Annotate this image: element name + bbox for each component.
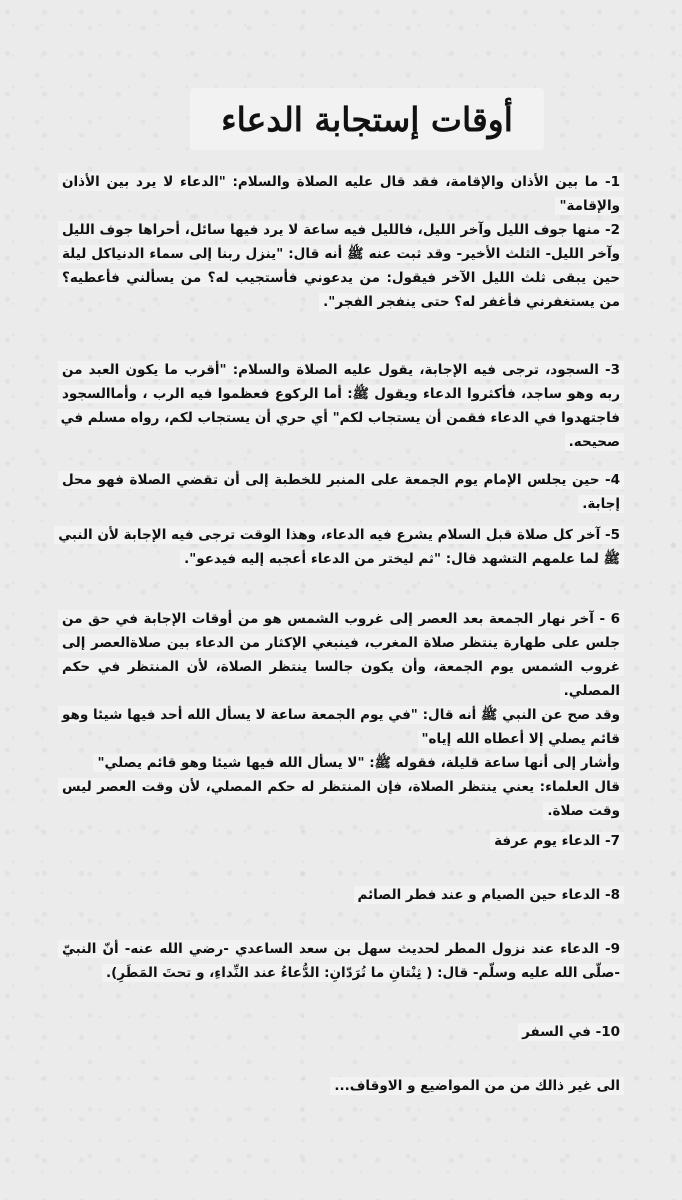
- list-item: [58, 607, 624, 823]
- list-item: [58, 1074, 624, 1098]
- list-item: [58, 523, 624, 571]
- list-item: [58, 1020, 624, 1044]
- list-item: [58, 829, 624, 853]
- item-text: 9- الدعاء عند نزول المطر لحديث سهل بن سعد الساعدي -رضي الله عنه- أنّ النبيّ -صلّى الله عليه وسلّم- قال: ( ثِنْتانِ ما تُرَدّانِ: الدُّعاءُ عند النِّداءِ، و تحتَ المَطَرِ).: [58, 940, 624, 982]
- list-item: [58, 170, 624, 218]
- list-item: [58, 358, 624, 454]
- item-text: 5- آخر كل صلاة قبل السلام يشرع فيه الدعاء، وهذا الوقت ترجى فيه الإجابة لأن النبي ﷺ لما علمهم التشهد قال: "ثم ليختر من الدعاء أعجبه إليه فيدعو".: [54, 526, 624, 568]
- item-text: 10- في السفر: [518, 1023, 624, 1041]
- item-text: 8- الدعاء حين الصيام و عند فطر الصائم: [354, 886, 625, 904]
- item-text: 3- السجود، ترجى فيه الإجابة، يقول عليه الصلاة والسلام: "أقرب ما يكون العبد من ربه وهو ساجد، فأكثروا الدعاء ويقول ﷺ: أما الركوع فعظموا فيه الرب ، وأماالسجود فاجتهدوا في الدعاء فقمن أن يستجاب لكم" أي حري أن يستجاب لكم، رواه مسلم في صحيحه.: [57, 361, 624, 451]
- list-item: [58, 937, 624, 985]
- item-text: 7- الدعاء يوم عرفة: [490, 832, 624, 850]
- item-text: 6 - آخر نهار الجمعة بعد العصر إلى غروب الشمس هو من أوقات الإجابة في حق من جلس على طهارة ينتظر صلاة المغرب، فينبغي الإكثار من الدعاء بين صلاةالعصر إلى غروب الشمس يوم الجمعة، وأن يكون جالسا ينتظر الصلاة، لأن المنتظر في حكم المصلي.: [58, 610, 624, 700]
- item-text: 2- منها جوف الليل وآخر الليل، فالليل فيه ساعة لا يرد فيها سائل، أحراها جوف الليل وآخر الليل- الثلث الأخير- وقد ثبت عنه ﷺ أنه قال: "ينزل ربنا إلى سماء الدنياكل ليلة حين يبقى ثلث الليل الآخر فيقول: من يدعوني فأستجيب له؟ من يسألني فأعطيه؟ من يستغفرني فأغفر له؟ حتى ينفجر الفجر".: [58, 221, 624, 311]
- item-text: وأشار إلى أنها ساعة قليلة، فقوله ﷺ: "لا يسأل الله فيها شيئا وهو قائم يصلي": [93, 754, 624, 772]
- item-text: 4- حين يجلس الإمام يوم الجمعة على المنبر للخطبة إلى أن تقضي الصلاة فهو محل إجابة.: [58, 471, 624, 513]
- list-item: [58, 883, 624, 907]
- item-text: الى غير ذالك من من المواضيع و الاوقاف...: [330, 1077, 624, 1095]
- item-text: وقد صح عن النبي ﷺ أنه قال: "في يوم الجمعة ساعة لا يسأل الله أحد فيها شيئا وهو قائم يصلي إلا أعطاه الله إياه": [58, 706, 624, 748]
- page-title: أوقات إستجابة الدعاء: [190, 88, 544, 150]
- list-item: [58, 218, 624, 314]
- list-item: [58, 468, 624, 516]
- item-text: 1- ما بين الأذان والإقامة، فقد قال عليه الصلاة والسلام: "الدعاء لا يرد بين الأذان والإقامة": [58, 173, 624, 215]
- item-text: قال العلماء: يعني ينتظر الصلاة، فإن المنتظر له حكم المصلي، لأن وقت العصر ليس وقت صلاة.: [58, 778, 624, 820]
